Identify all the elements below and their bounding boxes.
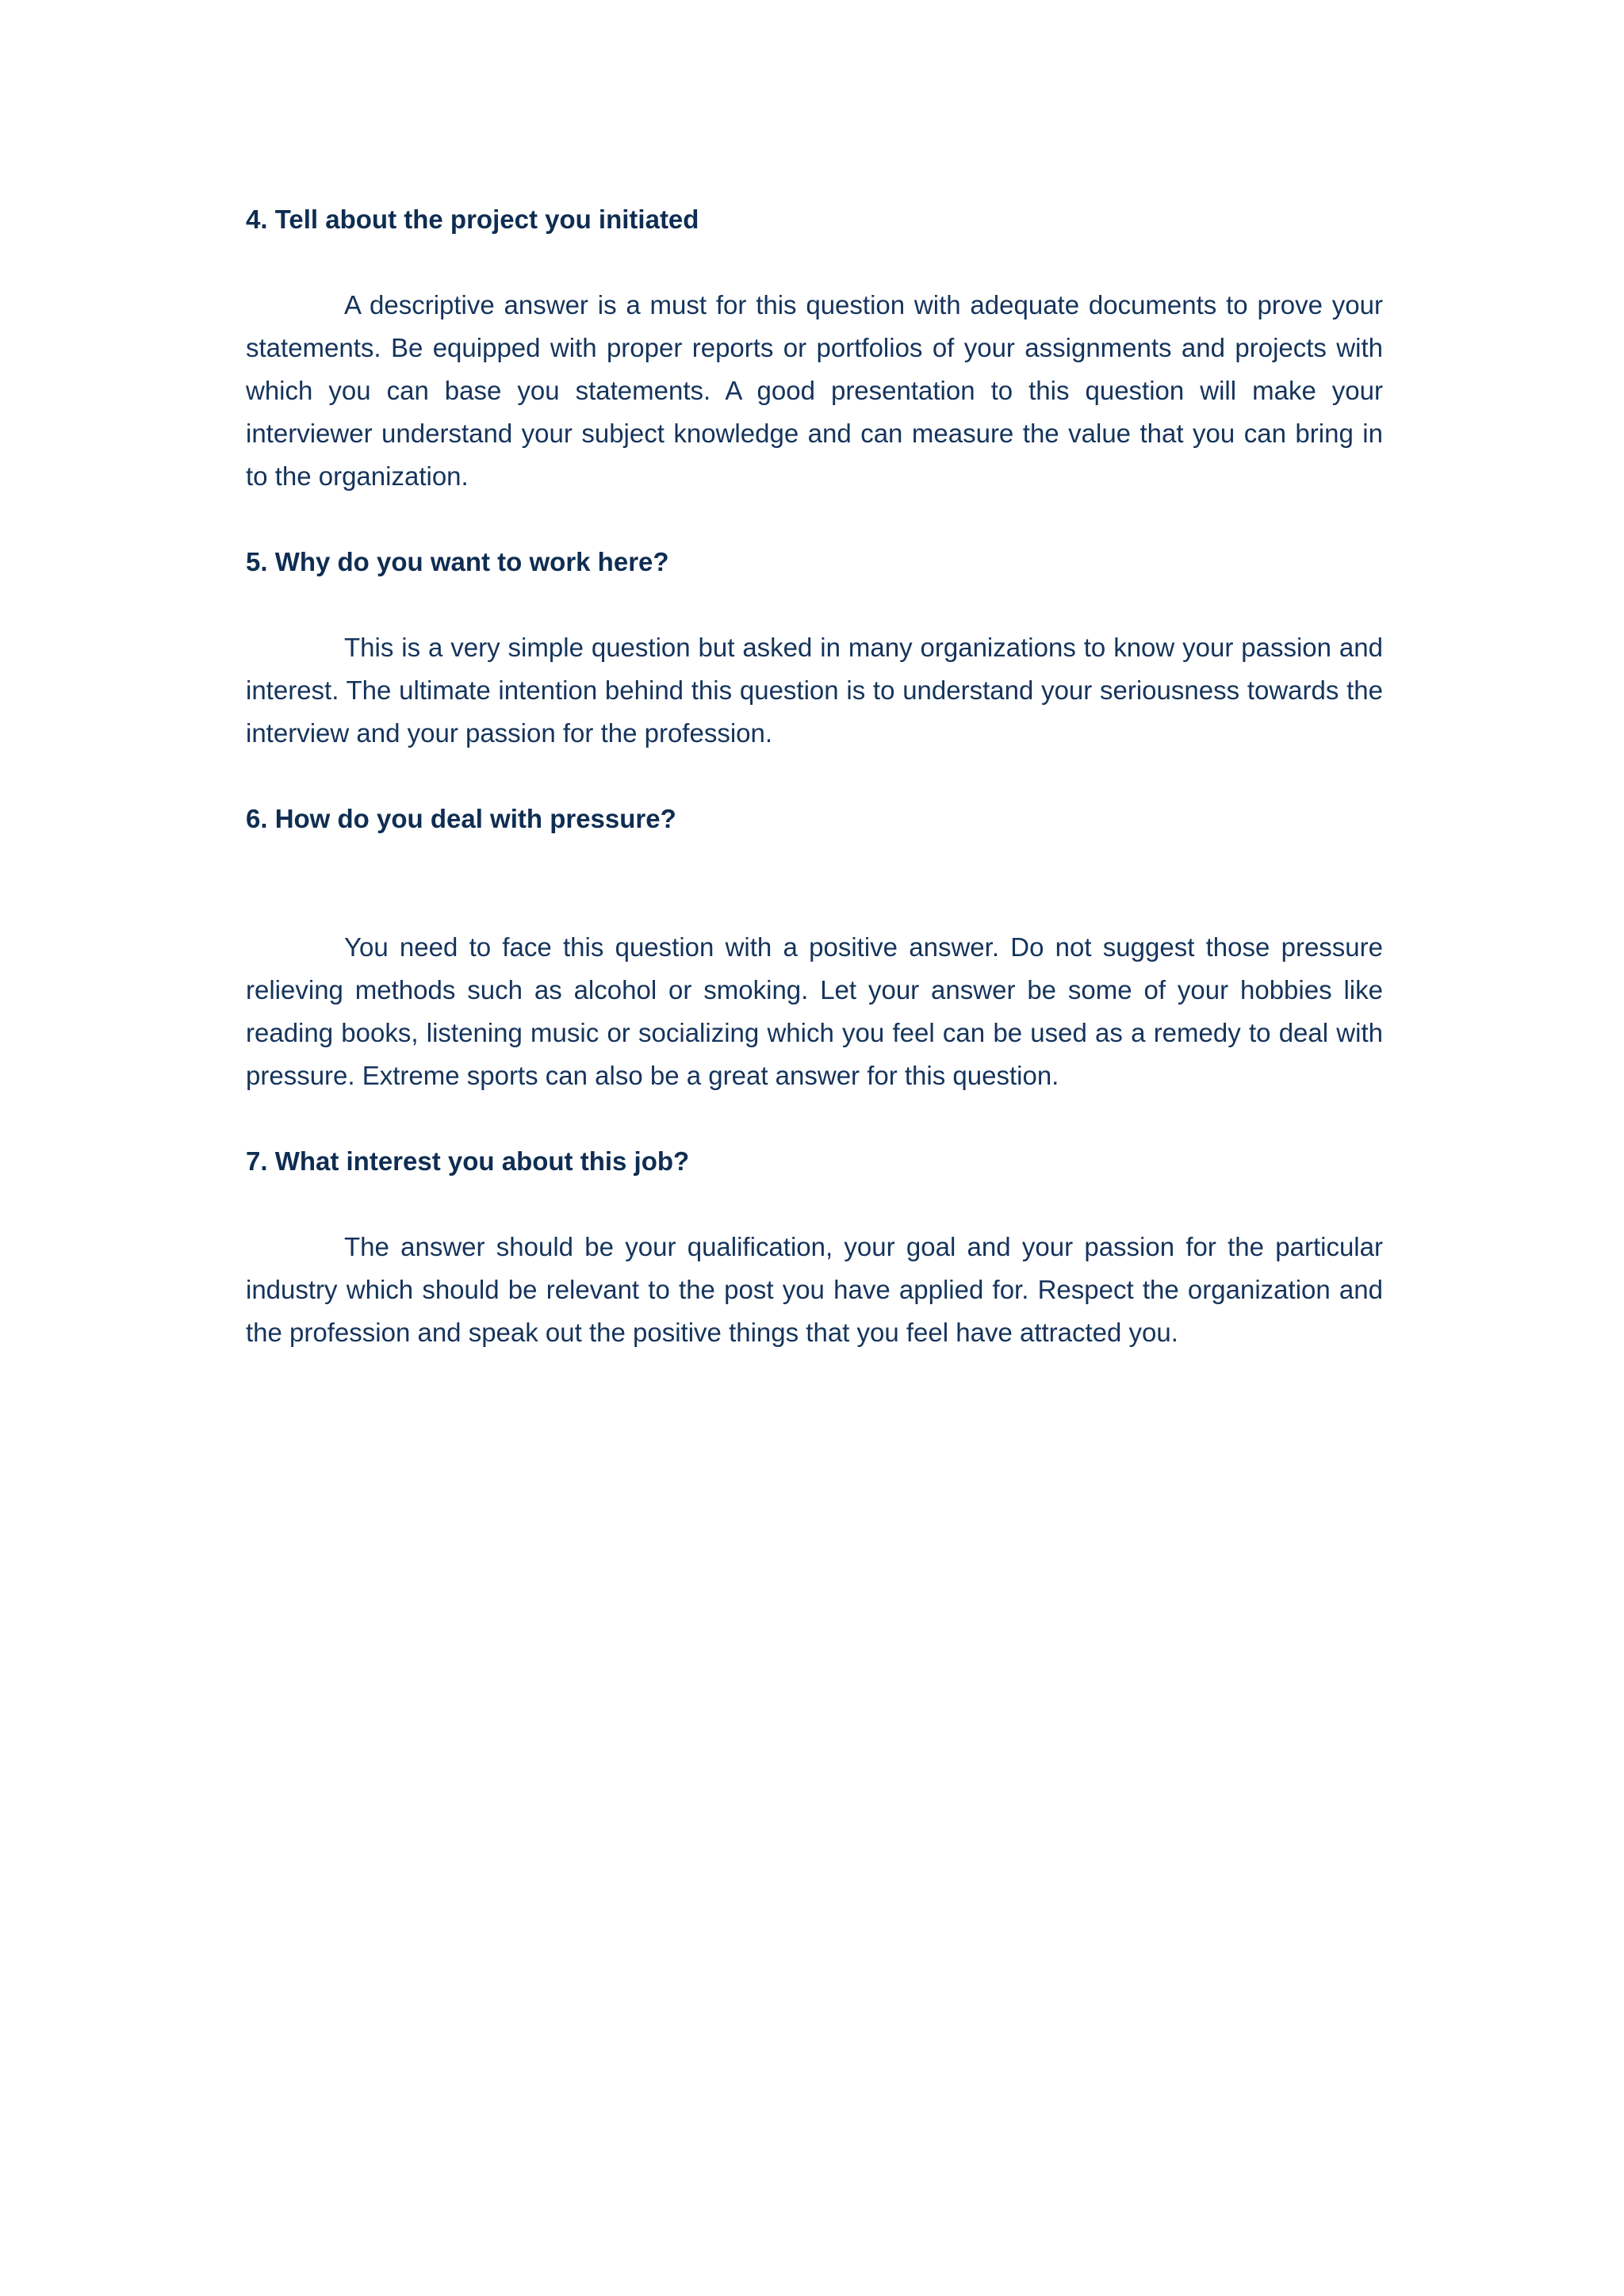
section-body-5: This is a very simple question but asked in many organizations to know your passion and interest. The ultimate intention behind this question is to understand your seriousness towards the interview and your passion for the profession.	[246, 633, 1383, 748]
section-heading-7: 7. What interest you about this job?	[246, 1146, 690, 1176]
spacer	[246, 1097, 1383, 1140]
spacer	[246, 584, 1383, 626]
spacer	[246, 755, 1383, 798]
spacer	[246, 1183, 1383, 1226]
section-body-4: A descriptive answer is a must for this question with adequate documents to prove your statements. Be equipped with proper reports or portfolios of your assignments and projects with which you can base you statements. A good presentation to this question will make your interviewer understand your subject knowledge and can measure the value that you can bring in to the organization.	[246, 290, 1383, 491]
section-heading-6: 6. How do you deal with pressure?	[246, 804, 676, 833]
spacer	[246, 241, 1383, 284]
section-body-6: You need to face this question with a positive answer. Do not suggest those pressure relieving methods such as alcohol or smoking. Let your answer be some of your hobbies like reading books, listening music or socializing which you feel can be used as a remedy to deal with pressure. Extreme sports can also be a great answer for this question.	[246, 932, 1383, 1090]
section-heading-5: 5. Why do you want to work here?	[246, 547, 669, 576]
section-heading-4: 4. Tell about the project you initiated	[246, 205, 699, 234]
spacer	[246, 840, 1383, 926]
section-body-7: The answer should be your qualification, your goal and your passion for the particular industry which should be relevant to the post you have applied for. Respect the organization and the profession and speak out the positive things that you feel have attracted you.	[246, 1232, 1383, 1347]
spacer	[246, 498, 1383, 541]
document-page	[246, 198, 1383, 1354]
